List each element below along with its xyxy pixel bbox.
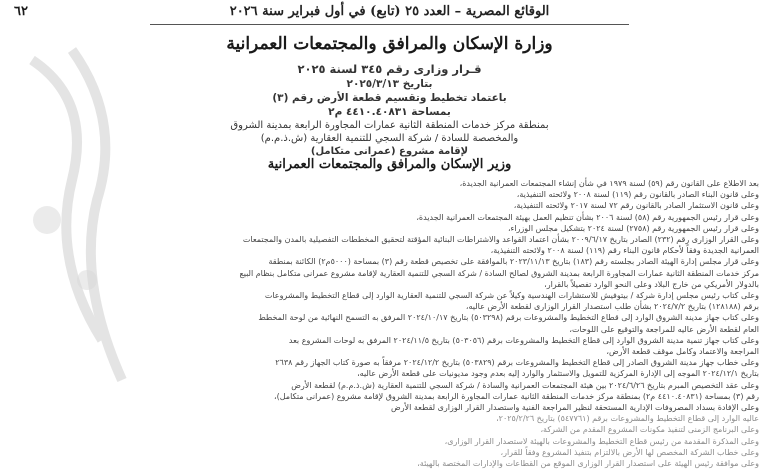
header-divider xyxy=(150,24,629,25)
preamble-line: مركز خدمات المنطقة الثانية عمارات المجاورة الرابعة بمدينة الشروق لصالح السادة / شركة السجي للتنمية العقارية لإقامة مشروع عمرانى متكامل بنظام البيع xyxy=(239,268,759,278)
decree-allocation: والمخصصة للسادة / شركة السجي للتنمية العقارية (ش.ذ.م.م) xyxy=(260,133,519,144)
preamble-line: بتاريخ ٢٠٢٤/١٢/١ الموجه إلى الإدارة المركزية للتمويل والاستثمار والوارد إليه بعدم وجود مديونيات على قطعة الأرض عاليه، xyxy=(357,369,759,379)
preamble-line: رقم (٣) بمساحة (٤٤١٠.٤٠٨٣١ م٢) بمنطقة مركز خدمات المنطقة الثانية عمارات المجاورة الرابعة بمدينة الشروق لإقامة مشروع (عمرانى متكامل)، xyxy=(274,391,759,401)
page-number: ٦٢ xyxy=(14,4,28,19)
preamble-line: وعلى كتاب رئيس مجلس إدارة شركة / بيتوفيش للاستشارات الهندسية وكيلاً عن شركة السجي للتنمية العقارية الوارد إلى قطاع التخطيط والمشروعات xyxy=(264,291,759,301)
preamble-line: وعلى قانون البناء الصادر بالقانون رقم (١١٩) لسنة ٢٠٠٨ ولائحته التنفيذية، xyxy=(516,190,759,200)
preamble-line: وعلى كتاب جهاز تنمية مدينة الشروق الوارد إلى قطاع التخطيط والمشروعات برقم (٥٠٣٠٥٦) بتاريخ ٢٠٢٤/١١/٥ المرفق به لوحات المشروع بعد xyxy=(288,335,759,345)
preamble-line: المراجعة والاعتماد وكامل موقف قطعة الأرض، xyxy=(606,347,759,357)
preamble-line: وعلى موافقة رئيس الهيئة على استصدار القرار الوزارى الموقع من القطاعات والإدارات المختصة بالهيئة، xyxy=(417,459,759,469)
preamble-line: وعلى عقد التخصيص المبرم بتاريخ ٢٠٢٤/٦/٢٦ بين هيئة المجتمعات العمرانية والسادة / شركة السجي للتنمية العقارية (ش.ذ.م.م) لقطعة الأرض xyxy=(291,380,759,390)
ministry-title: وزارة الإسكان والمرافق والمجتمعات العمرانية xyxy=(226,34,553,54)
decree-area: بمساحة ٤٤١٠.٤٠٨٣١ م٢ xyxy=(328,106,451,118)
preamble-line: بالدولار الأمريكي من خارج البلاد وعلى النحو الوارد تفصيلاً بالقرار، xyxy=(544,279,759,289)
preamble-line: بعد الاطلاع على القانون رقم (٥٩) لسنة ١٩٧٩ في شأن إنشاء المجتمعات العمرانية الجديدة، xyxy=(459,179,759,188)
gazette-header: الوقائع المصرية – العدد ٢٥ (تابع) في أول فبراير سنة ٢٠٢٦ xyxy=(229,4,550,19)
decree-number: قـرار وزارى رقم ٣٤٥ لسنة ٢٠٢٥ xyxy=(297,62,482,76)
preamble-line: العام لقطعة الأرض عاليه للمراجعة والتوقيع على اللوحات، xyxy=(569,324,759,334)
preamble-line: وعلى القرار الوزارى رقم (٢٣٢) الصادر بتاريخ ٢٠٠٩/٦/١٧ بشأن اعتماد القواعد والاشتراطات البنائية المؤقتة لتحقيق المخططات التفصيلية بالمدن والمجتمعات xyxy=(242,235,759,245)
preamble-line: عاليه الوارد إلى قطاع التخطيط والمشروعات برقم (٥٤٧٧٦١) بتاريخ ٢٠٢٥/٢/٢٦، xyxy=(496,414,759,424)
preamble-line: العمرانية الجديدة وفقاً لأحكام قانون البناء رقم (١١٩) لسنة ٢٠٠٨ ولائحته التنفيذية، xyxy=(490,246,759,256)
preamble-line: وعلى قرار رئيس الجمهورية رقم (٥٨) لسنة ٢٠٠٦ بشأن تنظيم العمل بهيئة المجتمعات العمرانية الجديدة، xyxy=(416,212,759,222)
preamble-line: وعلى قانون الاستثمار الصادر بالقانون رقم ٧٢ لسنة ٢٠١٧ ولائحته التنفيذية، xyxy=(513,201,759,211)
decree-purpose: لإقامة مشروع (عمرانى متكامل) xyxy=(310,146,469,157)
preamble-line: وعلى المذكرة المقدمة من رئيس قطاع التخطيط والمشروعات بالهيئة لاستصدار القرار الوزارى، xyxy=(444,436,759,446)
preamble-line: وعلى خطاب الشركة المخصص لها الأرض بالالتزام بتنفيذ المشروع وفقاً للقرار، xyxy=(500,447,759,457)
preamble-line: وعلى البرنامج الزمنى لتنفيذ مكونات المشروع المقدم من الشركة، xyxy=(540,425,759,435)
preamble-line: وعلى الإفادة بسداد المصروفات الإدارية المستحقة لنظير المراجعة الفنية واستصدار القرار الوزارى لقطعة الأرض xyxy=(391,403,759,413)
decree-approval: باعتماد تخطيط وتقسيم قطعة الأرض رقم (٣) xyxy=(272,92,507,104)
preamble-line: وعلى قرار مجلس إدارة الهيئة الصادر بجلسته رقم (١٨٣) بتاريخ ٢٠٢٣/١١/١٣ بالموافقة على تخصيص قطعة رقم (٣) بمساحة (٥٠٠٠م٢) الكائنة بمنطقة xyxy=(268,257,759,267)
minister-title: وزير الإسكان والمرافق والمجتمعات العمرانية xyxy=(267,157,512,172)
preamble-line: وعلى كتاب جهاز مدينة الشروق الوارد إلى قطاع التخطيط والمشروعات برقم (٥٠٣٢٩٨) بتاريخ ٢٠٢٤/١٠/١٧ المرفق به التسمح النهائية من لوحة المخطط xyxy=(258,313,759,323)
preamble-line: وعلى قرار رئيس الجمهورية رقم (٢٧٥٨) لسنة ٢٠٢٤ بتشكيل مجلس الوزراء، xyxy=(507,223,759,233)
decree-preamble xyxy=(140,178,759,469)
preamble-line: وعلى خطاب جهاز مدينة الشروق الصادر إلى قطاع التخطيط والمشروعات برقم (٥٠٣٨٢٩) بتاريخ ٢٠٢٤/١٢/٢ مرفقاً به صورة كتاب الجهاز رقم ٢٦٣٨ xyxy=(275,358,759,368)
decree-date: بتاريخ ٢٠٢٥/٣/١٣ xyxy=(346,78,433,90)
decree-location: بمنطقة مركز خدمات المنطقة الثانية عمارات المجاورة الرابعة بمدينة الشروق xyxy=(230,120,549,131)
preamble-line: برقم (١٢٨١٨٨) بتاريخ ٢٠٢٤/٧/٢ بشأن طلب استصدار القرار الوزارى لقطعة الأرض عاليه، xyxy=(465,302,759,312)
